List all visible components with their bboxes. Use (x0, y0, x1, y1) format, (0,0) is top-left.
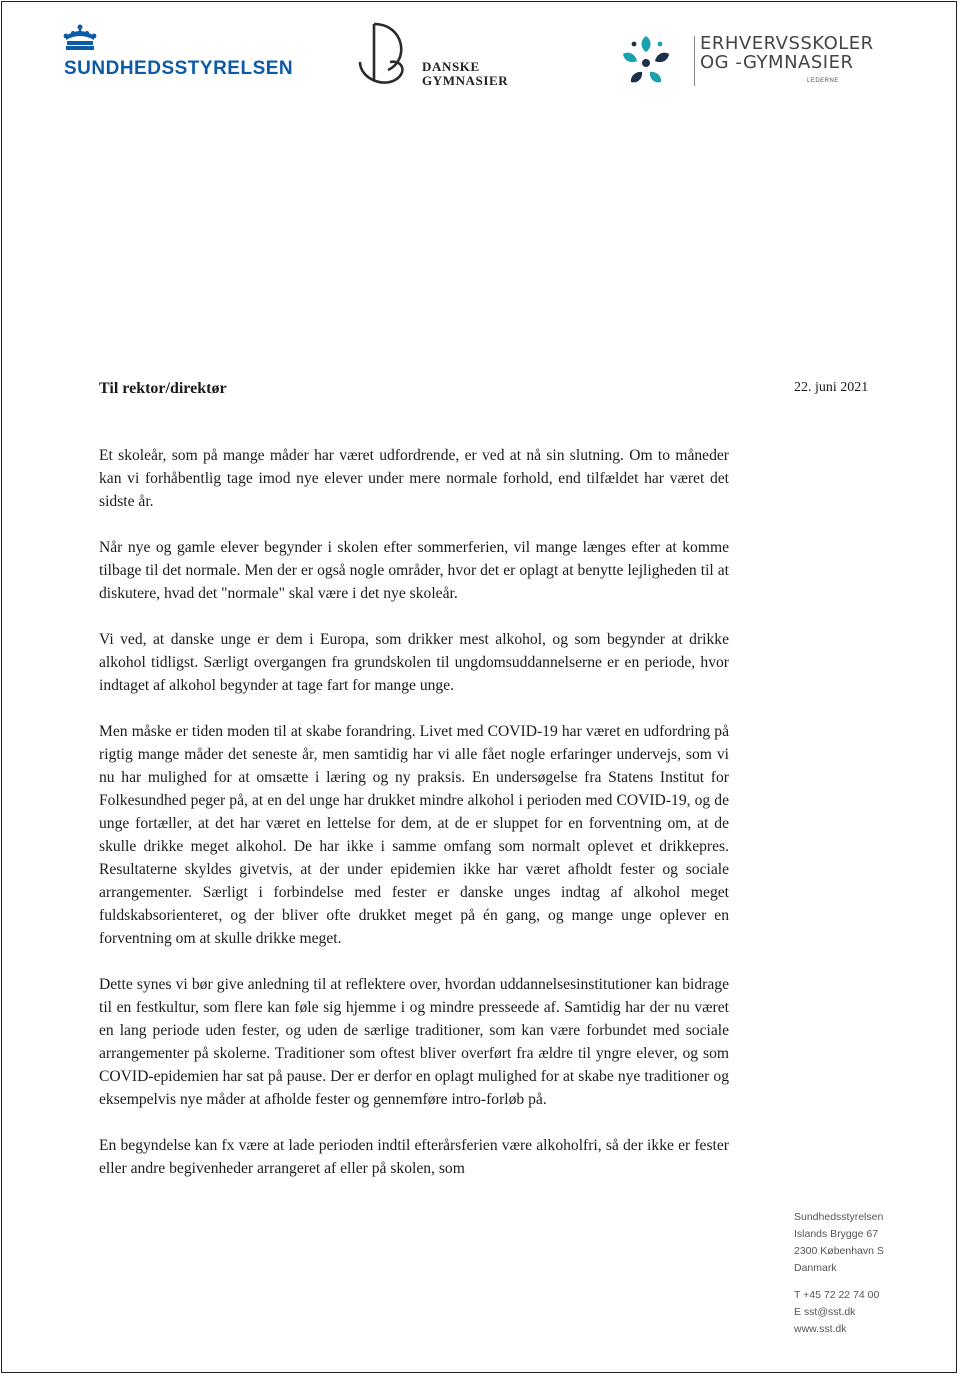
sender-country: Danmark (794, 1262, 837, 1274)
paragraph: Men måske er tiden moden til at skabe forandring. Livet med COVID-19 har været en udfordring på rigtig mange måder det seneste år, men samtidig har vi alle fået nogle erfaringer undervejs, som vi nu har mulighed for at omsætte i læring og ny praksis. En undersøgelse fra Statens Institut for Folkesundhed peger på, at en del unge har drukket mindre alkohol i perioden med COVID-19, og de unge fortæller, at det har været en lettelse for dem, at de er sluppet for en forventning om, at de skulle drikke meget alkohol. De har ikke i samme omfang som normalt oplevet et drikkepres. Resultaterne skyldes givetvis, at der under epidemien ikke har været afholdt fester og sociale arrangementer. Særligt i forbindelse med fester er danske unges indtag af alkohol meget fuldskabsorienteret, og der bliver ofte drukket meget på én gang, og mange unge oplever en forventning om at skulle drikke meget. (99, 723, 729, 947)
danske-gymnasier-logo (352, 20, 542, 92)
letter-page (1, 1, 957, 1373)
letter-date: 22. juni 2021 (794, 380, 869, 395)
star-dots-icon (614, 30, 678, 94)
paragraph: Når nye og gamle elever begynder i skolen efter sommerferien, vil mange længes efter at komme tilbage til det normale. Men der er også nogle områder, hvor det er oplagt at benytte lejligheden til at diskutere, hvad det "normale" skal være i det nye skoleår. (99, 539, 729, 602)
sender-address (794, 1209, 934, 1338)
letter-body (99, 444, 729, 1180)
crown-icon (62, 24, 98, 54)
eg-subtext: LEDERNE (807, 78, 839, 84)
dg-line2: GYMNASIER (422, 73, 509, 88)
recipient-line: Til rektor/direktør (99, 380, 227, 397)
sender-email[interactable]: E sst@sst.dk (794, 1306, 856, 1318)
logo-divider (694, 36, 695, 86)
paragraph: Et skoleår, som på mange måder har været udfordrende, er ved at nå sin slutning. Om to måneder kan vi forhåbentlig tage imod nye elever under mere normale forhold, end tilfældet har været det sidste år. (99, 447, 729, 510)
eg-line1: ERHVERVSSKOLER (700, 33, 874, 54)
sender-street: Islands Brygge 67 (794, 1228, 879, 1240)
sender-city: 2300 København S (794, 1245, 884, 1257)
paragraph: Vi ved, at danske unge er dem i Europa, som drikker mest alkohol, og som begynder at drikke alkohol tidligst. Særligt overgangen fra grundskolen til ungdomsuddannelserne er en periode, hvor indtaget af alkohol begynder at tage fart for mange unge. (99, 631, 729, 694)
erhvervsskoler-logo (614, 30, 874, 94)
paragraph: En begyndelse kan fx være at lade perioden indtil efterårsferien være alkoholfri, så der ikke er fester eller andre begivenheder arrangeret af eller på skolen, som (99, 1137, 729, 1177)
sst-wordmark: SUNDHEDSSTYRELSEN (64, 58, 294, 79)
sender-name: Sundhedsstyrelsen (794, 1211, 884, 1223)
dg-monogram-icon (352, 20, 414, 92)
sender-phone: T +45 72 22 74 00 (794, 1289, 880, 1301)
eg-line2: OG -GYMNASIER (700, 52, 854, 73)
sender-website[interactable]: www.sst.dk (794, 1323, 847, 1335)
dg-line1: DANSKE (422, 59, 480, 74)
paragraph: Dette synes vi bør give anledning til at reflektere over, hvordan uddannelsesinstitutioner kan bidrage til en festkultur, som flere kan føle sig hjemme i og mindre presseede af. Samtidig har der nu været en lang periode uden fester, og uden de særlige traditioner, som kan være forbundet med sociale arrangementer på skolerne. Traditioner som oftest bliver overført fra ældre til yngre elever, og som COVID-epidemien har sat på pause. Der er derfor en oplagt mulighed for at skabe nye traditioner og eksempelvis nye måder at afholde fester og gennemføre intro-forløb på. (99, 976, 729, 1108)
